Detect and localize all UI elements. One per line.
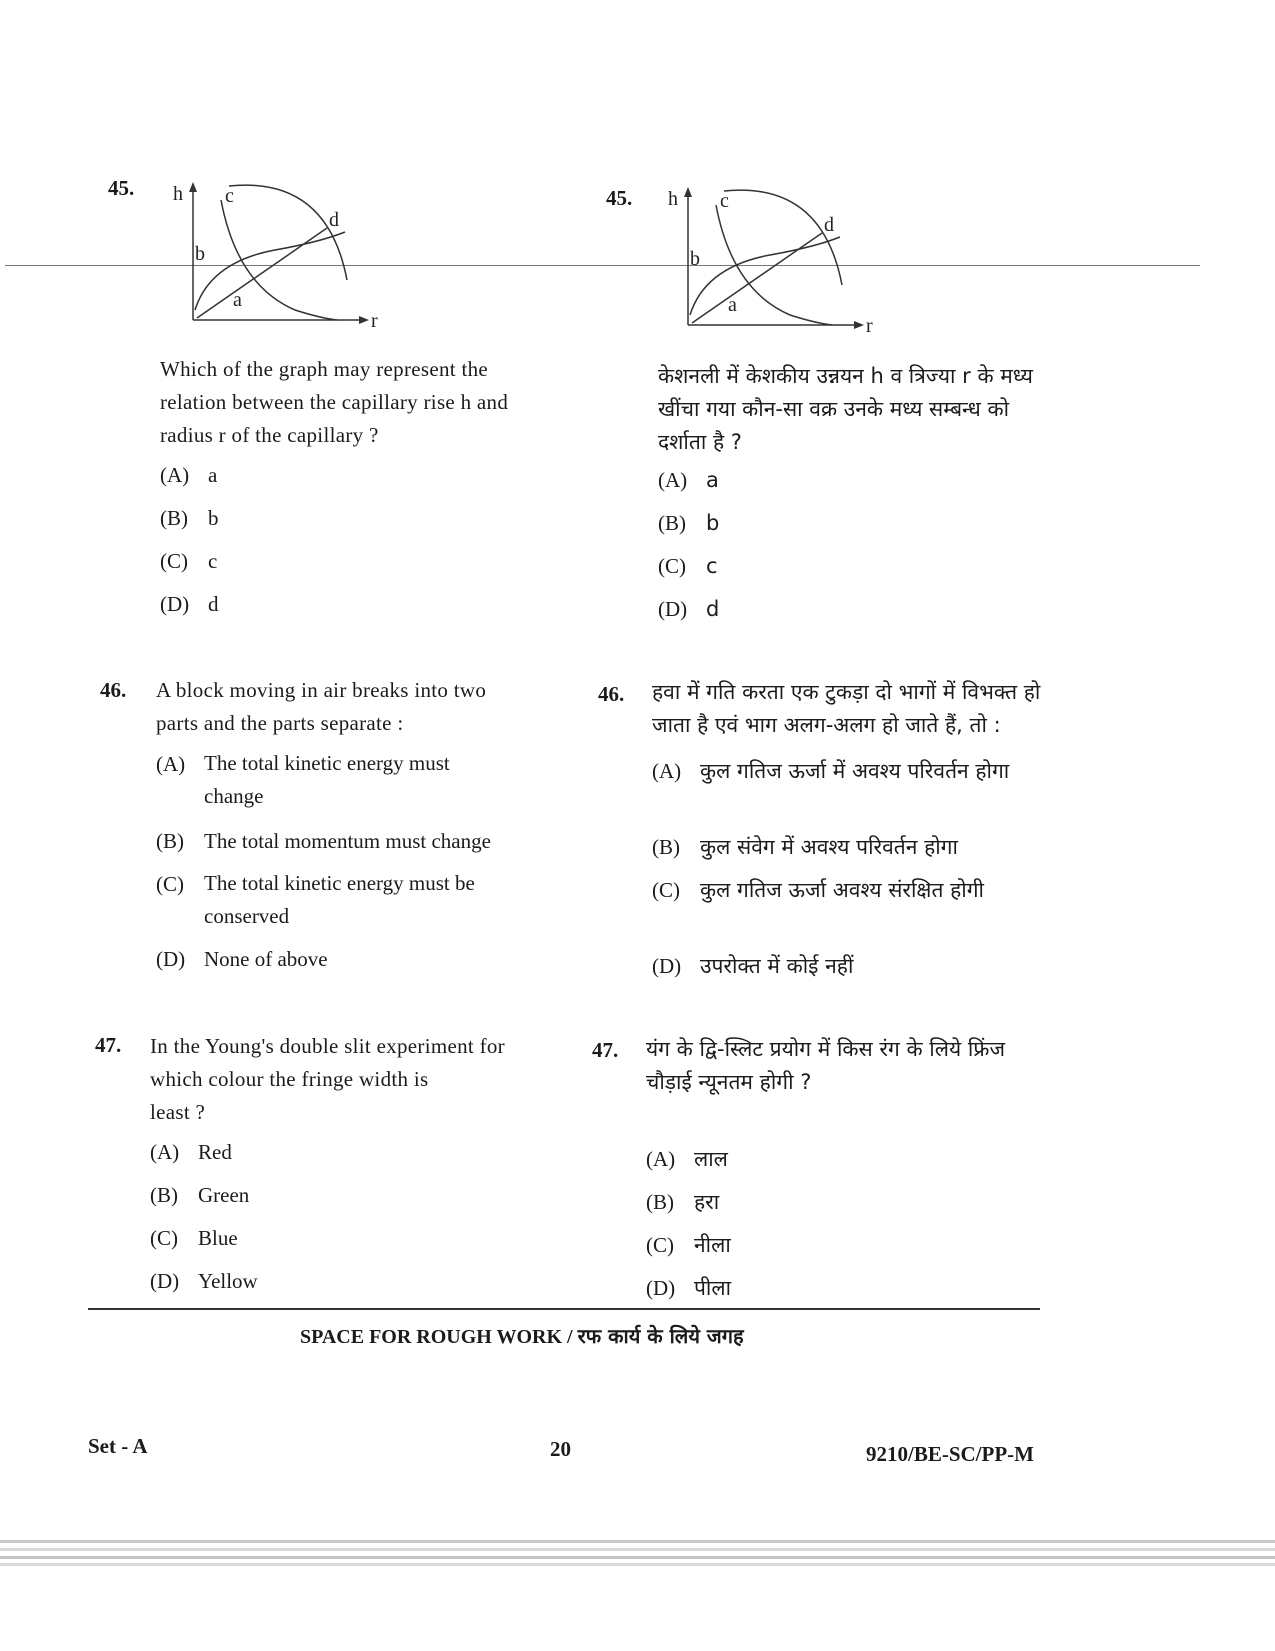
question-text: In the Young's double slit experiment for which colour the fringe width is least ? xyxy=(150,1034,505,1124)
scan-edge xyxy=(0,1540,1275,1543)
question-text: A block moving in air breaks into two parts and the parts separate : xyxy=(156,678,487,735)
option: (A) The total kinetic energy must change xyxy=(156,751,450,808)
curve-label-a: a xyxy=(728,294,737,316)
capillary-graph-hi xyxy=(660,175,900,345)
curve-label-a: a xyxy=(233,289,242,311)
option: (B) b xyxy=(160,506,219,530)
scan-edge xyxy=(0,1556,1275,1559)
capillary-graph-en xyxy=(165,170,405,340)
curve-a xyxy=(692,233,822,323)
option: (D) पीला xyxy=(646,1276,732,1300)
x-axis-arrow xyxy=(854,321,864,329)
axis-label-h: h xyxy=(668,188,678,210)
question-number: 47. xyxy=(592,1038,619,1062)
option: (D) d xyxy=(658,597,720,621)
option: (A) Red xyxy=(150,1140,232,1164)
curve-label-b: b xyxy=(690,248,700,270)
option: (C) c xyxy=(160,549,218,573)
option: (D) None of above xyxy=(156,947,328,971)
curve-b xyxy=(690,237,840,315)
option: (D) उपरोक्त में कोई नहीं xyxy=(652,954,854,978)
axis-label-h: h xyxy=(173,183,183,205)
option: (B) कुल संवेग में अवश्य परिवर्तन होगा xyxy=(652,835,958,859)
scan-edge xyxy=(0,1563,1275,1566)
question-number: 46. xyxy=(100,678,127,702)
page-number: 20 xyxy=(550,1437,571,1461)
option: (C) कुल गतिज ऊर्जा अवश्य संरक्षित होगी xyxy=(652,878,984,902)
option: (D) Yellow xyxy=(150,1269,258,1293)
curve-label-c: c xyxy=(720,190,729,212)
question-number: 47. xyxy=(95,1033,122,1057)
curve-d xyxy=(229,185,347,280)
curve-label-d: d xyxy=(329,209,339,231)
rough-work-divider xyxy=(88,1308,1040,1310)
paper-code: 9210/BE-SC/PP-M xyxy=(866,1442,1034,1466)
question-number: 45. xyxy=(606,186,633,210)
question-number: 45. xyxy=(108,176,135,200)
option: (C) Blue xyxy=(150,1226,238,1250)
option: (A) कुल गतिज ऊर्जा में अवश्य परिवर्तन होगा xyxy=(652,759,1010,783)
curve-d xyxy=(724,190,842,285)
option: (C) नीला xyxy=(646,1233,731,1257)
axis-label-r: r xyxy=(371,310,378,332)
question-number: 46. xyxy=(598,682,625,706)
option: (B) The total momentum must change xyxy=(156,829,491,853)
axis-label-r: r xyxy=(866,315,873,337)
option: (C) The total kinetic energy must be conserved xyxy=(156,871,475,928)
option: (B) हरा xyxy=(646,1190,720,1214)
rough-work-label: SPACE FOR ROUGH WORK / रफ कार्य के लिये जगह xyxy=(300,1324,744,1348)
option: (B) Green xyxy=(150,1183,250,1207)
x-axis-arrow xyxy=(359,316,369,324)
y-axis-arrow xyxy=(189,182,197,192)
curve-a xyxy=(197,228,327,318)
option: (A) a xyxy=(160,463,218,487)
curve-b xyxy=(195,232,345,310)
question-text-hindi: केशनली में केशकीय उन्नयन h व त्रिज्या r के मध्य खींचा गया कौन-सा वक्र उनके मध्य सम्बन्ध को दर्शाता है ? xyxy=(658,364,1033,454)
curve-label-b: b xyxy=(195,243,205,265)
y-axis-arrow xyxy=(684,187,692,197)
set-label: Set - A xyxy=(88,1434,148,1458)
option: (B) b xyxy=(658,511,720,535)
option: (A) a xyxy=(658,468,719,492)
option: (D) d xyxy=(160,592,219,616)
question-text-hindi: हवा में गति करता एक टुकड़ा दो भागों में विभक्त हो जाता है एवं भाग अलग-अलग हो जाते हैं, तो : xyxy=(652,680,1041,737)
question-text: Which of the graph may represent the relation between the capillary rise h and radius r of the capillary ? xyxy=(160,357,509,447)
option: (C) c xyxy=(658,554,718,578)
curve-label-d: d xyxy=(824,214,834,236)
curve-label-c: c xyxy=(225,185,234,207)
question-text-hindi: यंग के द्वि-स्लिट प्रयोग में किस रंग के लिये फ्रिंज चौड़ाई न्यूनतम होगी ? xyxy=(646,1037,1006,1094)
option: (A) लाल xyxy=(646,1147,728,1171)
scan-edge xyxy=(0,1548,1275,1551)
